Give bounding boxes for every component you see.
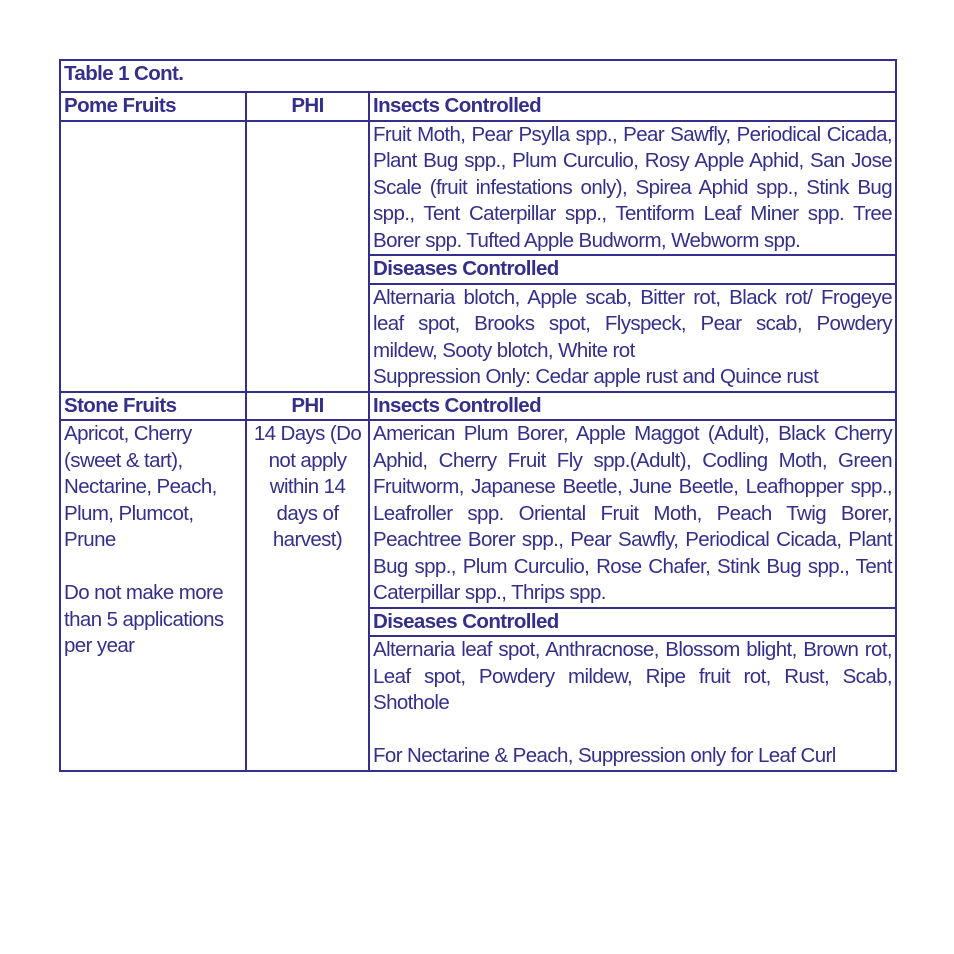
stone-phi-header: PHI (246, 392, 369, 421)
stone-diseases-header: Diseases Controlled (369, 608, 896, 637)
stone-crop-cell (60, 420, 246, 771)
stone-diseases-cell (369, 636, 896, 771)
pome-insects-row (60, 121, 896, 256)
pome-insects-text: Fruit Moth, Pear Psylla spp., Pear Sawfly, Periodical Cicada, Plant Bug spp., Plum Curculio, Rosy Apple Aphid, San Jose Scale (fruit infestations only), Spirea Aphid spp., Stink Bug spp., Tent Caterpillar spp., Tentiform Leaf Miner spp. Tree Borer spp. Tufted Apple Budworm, Webworm spp. (369, 121, 896, 256)
stone-crop-header: Stone Fruits (60, 392, 246, 421)
pome-diseases-cell (369, 284, 896, 392)
stone-crops-note: Do not make more than 5 applications per year (64, 581, 224, 657)
pome-phi-header: PHI (246, 92, 369, 121)
stone-crops-text: Apricot, Cherry (sweet & tart), Nectarine, Peach, Plum, Plumcot, Prune (64, 422, 217, 551)
stone-note-text: For Nectarine & Peach, Suppression only for Leaf Curl (373, 744, 836, 767)
spacer (64, 554, 242, 581)
table-title: Table 1 Cont. (60, 60, 896, 92)
pome-header-row (60, 92, 896, 121)
pome-crop-cell (60, 121, 246, 392)
stone-insects-header: Insects Controlled (369, 392, 896, 421)
pome-crop-header: Pome Fruits (60, 92, 246, 121)
pome-diseases-header: Diseases Controlled (369, 255, 896, 284)
pome-diseases-text: Alternaria blotch, Apple scab, Bitter rot, Black rot/ Frogeye leaf spot, Brooks spot, Flyspeck, Pear scab, Powdery mildew, Sooty blotch, White rot (373, 285, 893, 362)
stone-header-row (60, 392, 896, 421)
spacer (373, 717, 892, 744)
pome-suppression-text: Suppression Only: Cedar apple rust and Quince rust (373, 365, 819, 388)
stone-insects-text: American Plum Borer, Apple Maggot (Adult), Black Cherry Aphid, Cherry Fruit Fly spp.(Adult), Codling Moth, Green Fruitworm, Japanese Beetle, June Beetle, Leafhopper spp., Leafroller spp. Oriental Fruit Moth, Peach Twig Borer, Peachtree Borer spp., Pear Sawfly, Periodical Cicada, Plant Bug spp., Plum Curculio, Rose Chafer, Stink Bug spp., Tent Caterpillar spp., Thrips spp. (369, 420, 896, 608)
pome-phi-cell (246, 121, 369, 392)
stone-phi-text: 14 Days (Do not apply within 14 days of harvest) (246, 420, 369, 771)
pome-insects-header: Insects Controlled (369, 92, 896, 121)
pesticide-table (59, 59, 897, 772)
stone-insects-row (60, 420, 896, 608)
stone-diseases-text: Alternaria leaf spot, Anthracnose, Blossom blight, Brown rot, Leaf spot, Powdery mildew, Ripe fruit rot, Rust, Scab, Shothole (373, 638, 893, 714)
title-row (60, 60, 896, 92)
